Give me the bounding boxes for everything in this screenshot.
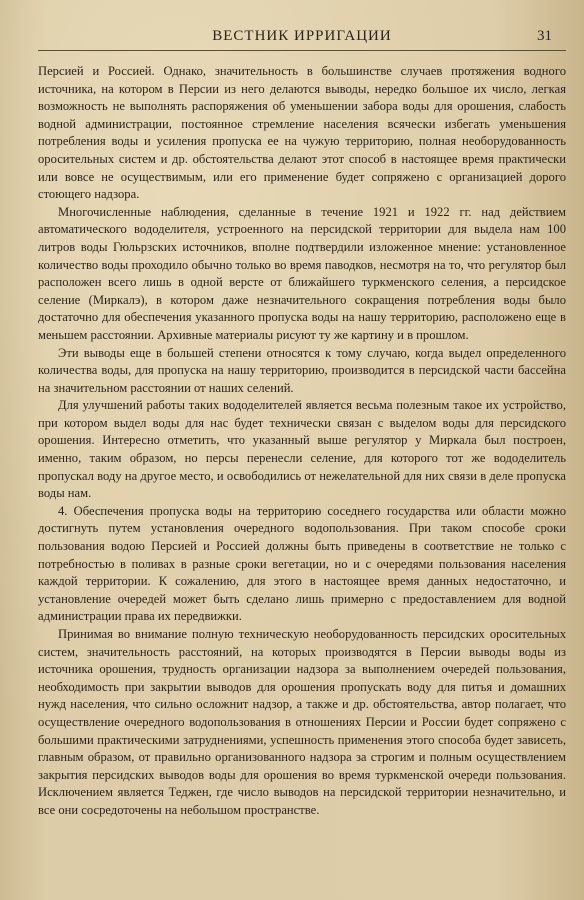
paragraph-2: Многочисленные наблюдения, сделанные в течение 1921 и 1922 гг. над действием автоматического вододелителя, устроенного на персидской территории для выдела нам 100 литров воды Гюльрзских источников, вполне подтвердили изложенное мнение: установленное количество воды проходило обычно только во время паводков, несмотря на то, что регулятор был расположен всего лишь в одной версте от ближайшего туркменского селения, а персидское селение (Миркалэ), в котором даже незначительного сокращения потребления воды было достаточно для обеспечения указанного пропуска воды на нашу территорию, расположено еще в меньшем расстоянии. Архивные материалы рисуют ту же картину и в прошлом. <box>38 204 566 342</box>
paragraph-6: Принимая во внимание полную техническую необорудованность персидских оросительных систем, значительность расстояний, на которых производятся в Персии выводы воды из источника орошения, трудность организации надзора за выполнением очередей пользования, необходимость при закрытии выводов для орошения пропускать воду для питья и домашних нужд населения, что сильно осложнит надзор, а также и др. обстоятельства, автор полагает, что осуществление очередного водопользования в отношениях Персии и России будет сопряжено с большими практическими затруднениями, успешность применения этого способа будет зависеть, главным образом, от правильно организованного надзора за строгим и полным осуществлением закрытия персидских выводов воды для орошения во время туркменской очереди пользования. Исключением является Теджен, где число выводов на персидской территории незначительно, и все они сосредоточены на небольшом пространстве. <box>38 627 566 817</box>
paragraph-1: Персией и Россией. Однако, значительность в большинстве случаев протяжения водного источника, на котором в Персии из него делаются выводы, нередко большое их число, легкая возможность не выполнять распоряжения об уменьшении забора воды для орошения, слабость водной администрации, постоянное стремление населения всячески избегать уменьшения потребления воды и усиления пропуска ее на чужую территорию, полная необорудованность оросительных систем и др. обстоятельства делают этот способ в настоящее время практически или вовсе не осуществимым, или его применение будет сопряжено с организацией дорого стоющего надзора. <box>38 64 566 202</box>
paragraph-3: Эти выводы еще в большей степени относятся к тому случаю, когда выдел определенного количества воды, для пропуска на нашу территорию, производится в персидской части бассейна на значительном расстоянии от наших селений. <box>38 345 566 395</box>
running-header <box>38 28 566 51</box>
journal-title: ВЕСТНИК ИРРИГАЦИИ <box>212 28 392 44</box>
article-body <box>38 63 566 820</box>
page-number: 31 <box>537 28 552 44</box>
paragraph-5: 4. Обеспечения пропуска воды на территорию соседнего государства или области можно достигнуть путем установления очередного водопользования. При таком способе сроки пользования водою Персией и Россией должны быть приведены в соответствие не только с потребностью в поливах в разные сроки вегетации, но и с очередями пользования населения каждой территории. К сожалению, для этого в настоящее время данных недостаточно, и установление очередей может быть сделано лишь примерно с предоставлением для водной администрации права их передвижки. <box>38 503 566 624</box>
paragraph-4: Для улучшений работы таких вододелителей является весьма полезным такое их устройство, при котором выдел воды для нас будет технически связан с выделом воды для персидского орошения. Интересно отметить, что указанный выше регулятор у Миркала был построен, именно, таким образом, но персы перенесли селение, для которого тот же вододелитель пропускал воду на другое место, и освободились от нежелательной для них связи в деле пропуска воды нам. <box>38 398 566 501</box>
